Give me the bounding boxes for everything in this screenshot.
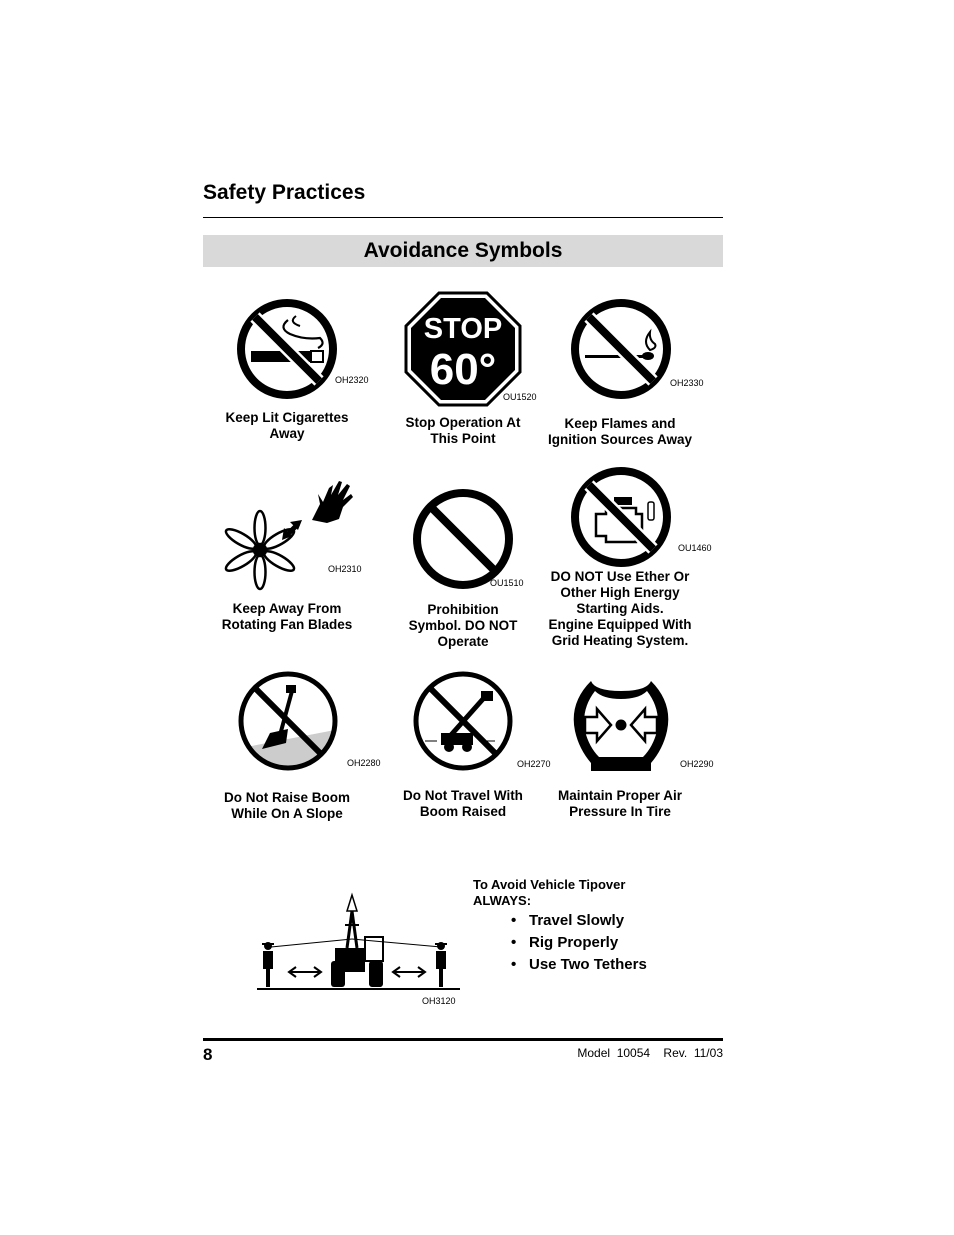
symbol-caption: Do Not Raise Boom While On A Slope xyxy=(223,790,350,821)
no-travel-boom-raised-icon xyxy=(411,669,515,773)
symbol-code: OH2320 xyxy=(335,375,369,385)
symbol-caption: Keep Away From Rotating Fan Blades xyxy=(221,601,353,632)
tire-pressure-icon xyxy=(571,677,671,775)
symbol-code: OU1460 xyxy=(678,543,712,553)
symbol-caption: Prohibition Symbol. DO NOT Operate xyxy=(408,602,518,649)
symbol-caption: Maintain Proper Air Pressure In Tire xyxy=(557,788,683,819)
footer-divider xyxy=(203,1038,723,1041)
stop-60-degree-icon xyxy=(404,291,522,407)
sign-value: 60° xyxy=(429,345,497,394)
list-item: • Rig Properly xyxy=(511,934,647,956)
symbol-code: OH2290 xyxy=(680,759,714,769)
symbol-code: OH2270 xyxy=(517,759,551,769)
no-boom-on-slope-icon xyxy=(236,669,340,773)
symbol-code: OH2330 xyxy=(670,378,704,388)
banner xyxy=(203,235,723,267)
no-flames-icon xyxy=(570,298,672,400)
tipover-list xyxy=(511,912,647,978)
tipover-heading: To Avoid Vehicle Tipover ALWAYS: xyxy=(473,877,626,908)
tether-rigging-icon xyxy=(255,893,465,993)
title-divider xyxy=(203,217,723,218)
no-ether-icon xyxy=(570,466,672,568)
no-smoking-icon xyxy=(236,298,338,400)
prohibition-icon xyxy=(412,488,514,590)
illustration-code: OH3120 xyxy=(422,996,456,1006)
banner-title: Avoidance Symbols xyxy=(363,239,563,262)
model-revision: Model 10054 Rev. 11/03 xyxy=(577,1046,723,1060)
symbol-code: OH2280 xyxy=(347,758,381,768)
symbol-caption: Do Not Travel With Boom Raised xyxy=(403,788,523,819)
symbol-code: OU1520 xyxy=(503,392,537,402)
symbol-caption: Keep Lit Cigarettes Away xyxy=(225,410,349,441)
page-number: 8 xyxy=(203,1045,213,1064)
symbol-caption: DO NOT Use Ether Or Other High Energy Starting Aids. Engine Equipped With Grid Heating System. xyxy=(548,569,692,648)
section-title: Safety Practices xyxy=(203,181,366,204)
list-item: • Travel Slowly xyxy=(511,912,647,934)
symbol-caption: Stop Operation At This Point xyxy=(405,415,521,446)
symbol-code: OH2310 xyxy=(328,564,362,574)
symbol-code: OU1510 xyxy=(490,578,524,588)
list-item: • Use Two Tethers xyxy=(511,956,647,978)
symbol-caption: Keep Flames and Ignition Sources Away xyxy=(547,416,693,447)
sign-word: STOP xyxy=(423,313,503,345)
